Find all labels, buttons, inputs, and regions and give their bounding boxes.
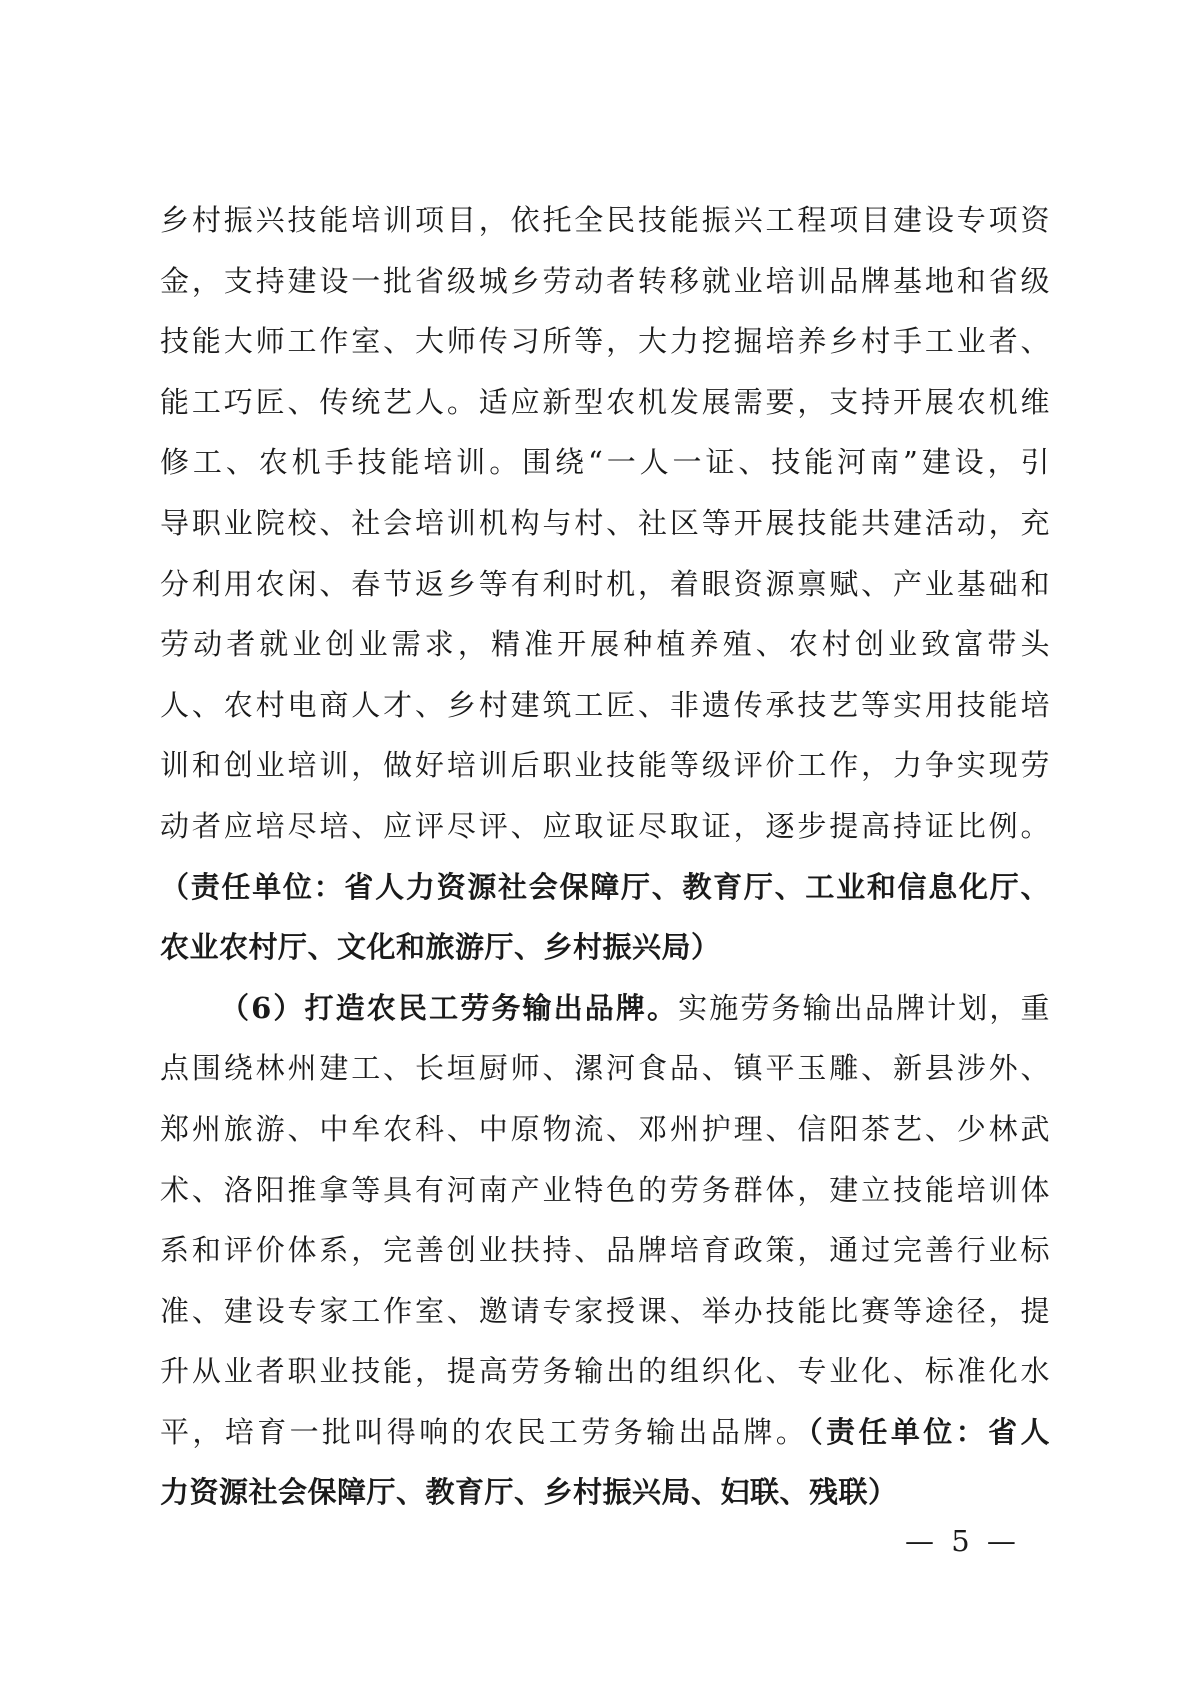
body-text xyxy=(160,190,1050,1523)
text-line: 金，支持建设一批省级城乡劳动者转移就业培训品牌基地和省级 xyxy=(160,263,1050,298)
responsibility-start: （责任单位：省人 xyxy=(808,1414,1050,1449)
text-line: 修工、农机手技能培训。围绕“一人一证、技能河南”建设，引 xyxy=(160,445,1050,480)
mixed-line-text: 平，培育一批叫得响的农民工劳务输出品牌。 xyxy=(160,1414,809,1449)
text-line: 技能大师工作室、大师传习所等，大力挖掘培养乡村手工业者、 xyxy=(160,324,1050,359)
text-line: 乡村振兴技能培训项目，依托全民技能振兴工程项目建设专项资 xyxy=(160,203,1050,237)
text-line: 郑州旅游、中牟农科、中原物流、邓州护理、信阳茶艺、少林武 xyxy=(160,1111,1050,1146)
text-line: 劳动者就业创业需求，精准开展种植养殖、农村创业致富带头 xyxy=(160,627,1050,662)
paragraph-heading-line xyxy=(160,978,1050,1039)
text-line: 训和创业培训，做好培训后职业技能等级评价工作，力争实现劳 xyxy=(160,748,1050,783)
text-line: 术、洛阳推拿等具有河南产业特色的劳务群体，建立技能培训体 xyxy=(160,1172,1050,1207)
text-line: 能工巧匠、传统艺人。适应新型农机发展需要，支持开展农机维 xyxy=(160,384,1050,419)
text-line: 分利用农闲、春节返乡等有利时机，着眼资源禀赋、产业基础和 xyxy=(160,566,1050,601)
text-line: 动者应培尽培、应评尽评、应取证尽取证，逐步提高持证比例。 xyxy=(160,808,1050,843)
responsibility-line: 力资源社会保障厅、教育厅、乡村振兴局、妇联、残联） xyxy=(160,1475,898,1510)
text-line: 导职业院校、社会培训机构与村、社区等开展技能共建活动，充 xyxy=(160,505,1050,540)
responsibility-line: （责任单位：省人力资源社会保障厅、教育厅、工业和信息化厅、 xyxy=(160,869,1050,904)
text-line xyxy=(160,1402,1050,1463)
text-line: 系和评价体系，完善创业扶持、品牌培育政策，通过完善行业标 xyxy=(160,1233,1050,1268)
text-line: 准、建设专家工作室、邀请专家授课、举办技能比赛等途径，提 xyxy=(160,1293,1050,1328)
heading-line-rest: 实施劳务输出品牌计划，重 xyxy=(678,990,1050,1025)
page-number: — 5 — xyxy=(905,1524,1020,1558)
text-line: 升从业者职业技能，提高劳务输出的组织化、专业化、标准化水 xyxy=(160,1354,1050,1389)
section-heading: （6）打造农民工劳务输出品牌。 xyxy=(220,990,679,1025)
text-line: 人、农村电商人才、乡村建筑工匠、非遗传承技艺等实用技能培 xyxy=(160,687,1050,722)
text-line: 点围绕林州建工、长垣厨师、漯河食品、镇平玉雕、新县涉外、 xyxy=(160,1051,1050,1086)
responsibility-line: 农业农村厅、文化和旅游厅、乡村振兴局） xyxy=(160,930,721,965)
